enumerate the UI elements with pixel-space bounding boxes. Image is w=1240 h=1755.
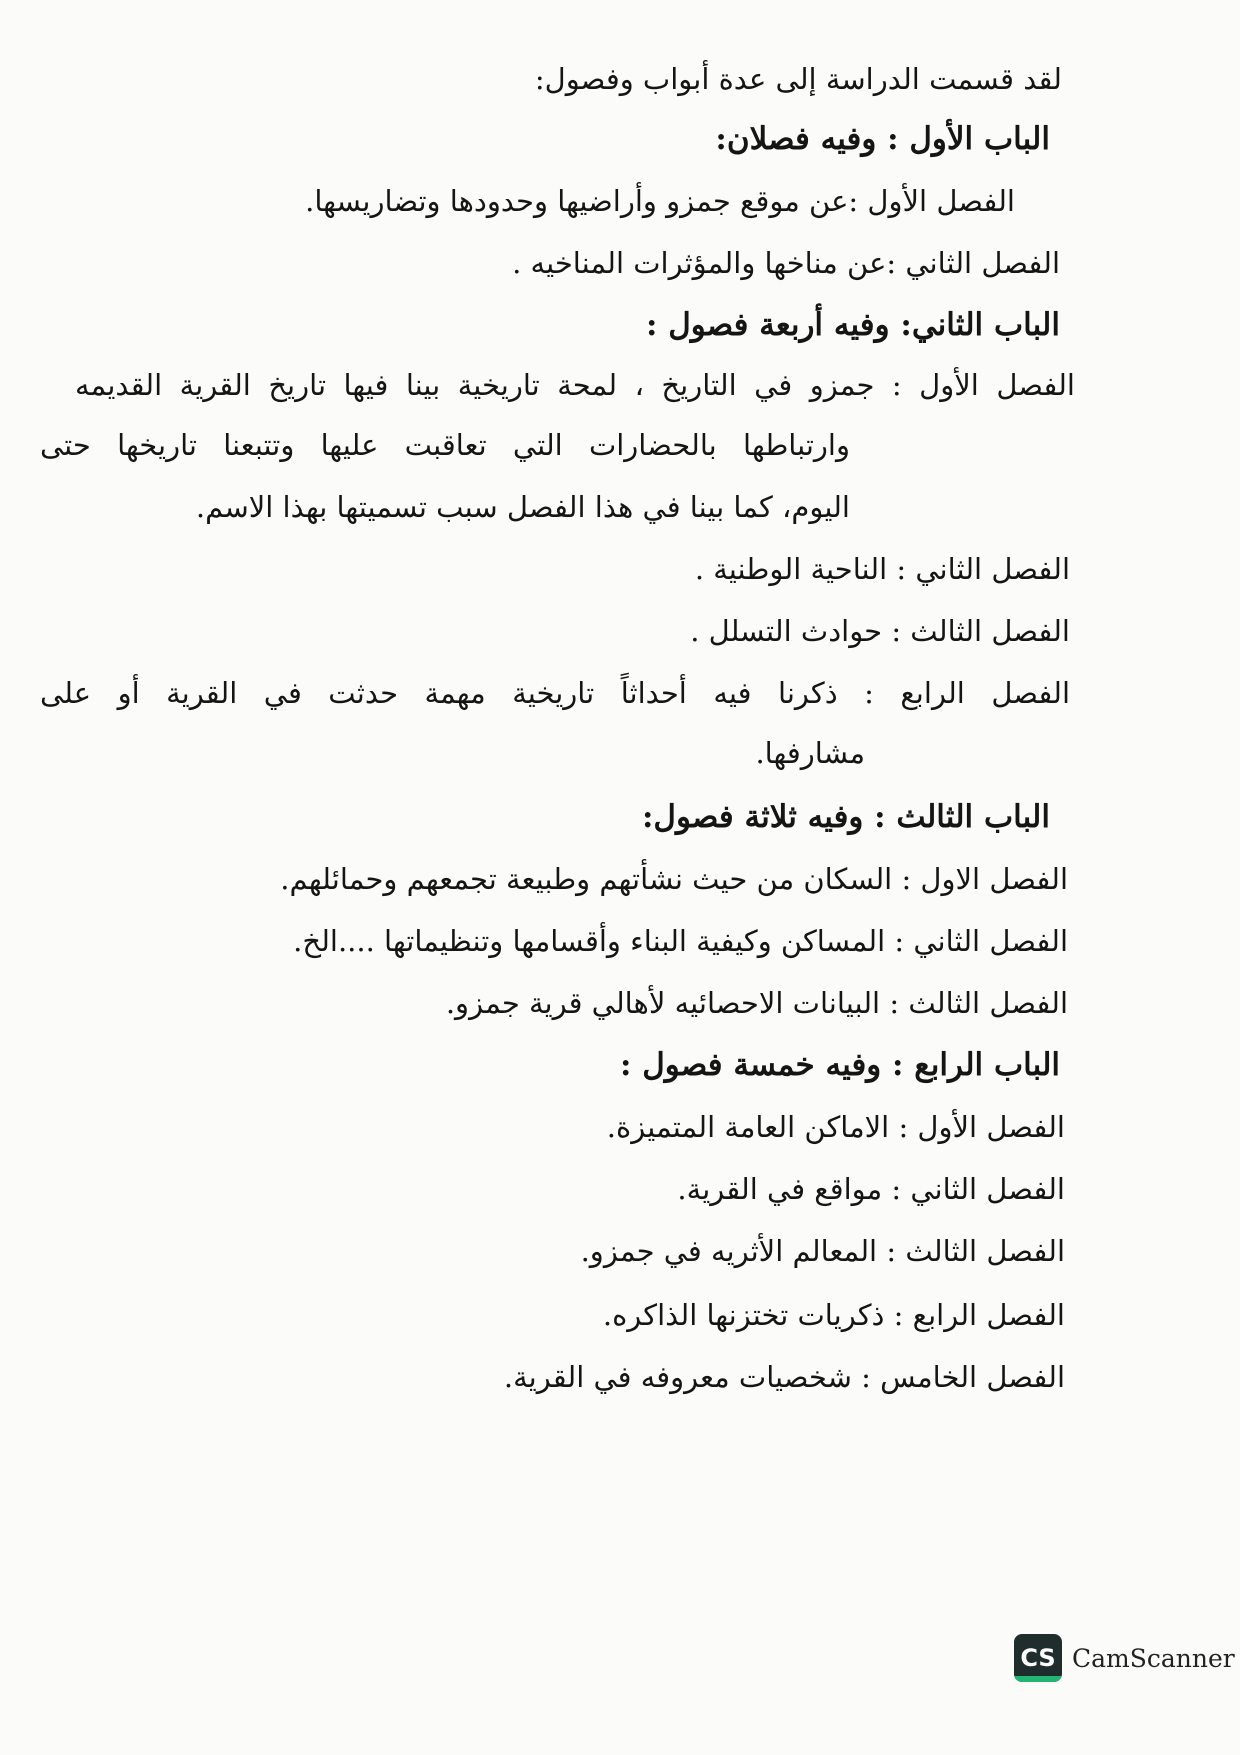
chapter-4-section-5: الفصل الخامس : شخصيات معروفه في القرية. — [503, 1360, 1065, 1394]
chapter-2-section-4: الفصل الرابع : ذكرنا فيه أحداثاً تاريخية مهمة حدثت في القرية أو على — [40, 676, 1070, 710]
chapter-3-section-3: الفصل الثالث : البيانات الاحصائيه لأهالي قرية جمزو. — [445, 986, 1068, 1020]
camscanner-logo-icon: CS — [1014, 1634, 1062, 1682]
chapter-3-heading: الباب الثالث : وفيه ثلاثة فصول: — [641, 799, 1050, 835]
chapter-2-section-1-cont-2: اليوم، كما بينا في هذا الفصل سبب تسميتها بهذا الاسم. — [195, 490, 850, 524]
chapter-4-section-1: الفصل الأول : الاماكن العامة المتميزة. — [606, 1110, 1065, 1144]
chapter-1-section-2: الفصل الثاني :عن مناخها والمؤثرات المناخيه . — [512, 246, 1060, 280]
chapter-4-section-3: الفصل الثالث : المعالم الأثريه في جمزو. — [580, 1234, 1065, 1268]
chapter-2-section-4-cont: مشارفها. — [755, 736, 865, 770]
camscanner-brand-text: CamScanner — [1072, 1643, 1235, 1673]
chapter-4-heading: الباب الرابع : وفيه خمسة فصول : — [620, 1047, 1060, 1083]
chapter-2-section-2: الفصل الثاني : الناحية الوطنية . — [694, 552, 1070, 586]
chapter-3-section-2: الفصل الثاني : المساكن وكيفية البناء وأقسامها وتنظيماتها ....الخ. — [293, 924, 1068, 958]
chapter-4-section-4: الفصل الرابع : ذكريات تختزنها الذاكره. — [602, 1298, 1065, 1332]
chapter-2-heading: الباب الثاني: وفيه أربعة فصول : — [645, 307, 1060, 343]
chapter-2-section-3: الفصل الثالث : حوادث التسلل . — [690, 614, 1070, 648]
chapter-3-section-1: الفصل الاول : السكان من حيث نشأتهم وطبيعة تجمعهم وحمائلهم. — [280, 862, 1068, 896]
chapter-2-section-1-cont-1: وارتباطها بالحضارات التي تعاقبت عليها وتتبعنا تاريخها حتى — [40, 428, 850, 462]
chapter-2-section-1: الفصل الأول : جمزو في التاريخ ، لمحة تاريخية بينا فيها تاريخ القرية القديمه — [75, 368, 1075, 402]
intro-line: لقد قسمت الدراسة إلى عدة أبواب وفصول: — [534, 62, 1062, 96]
chapter-1-heading: الباب الأول : وفيه فصلان: — [715, 121, 1050, 157]
chapter-1-section-1: الفصل الأول :عن موقع جمزو وأراضيها وحدودها وتضاريسها. — [305, 184, 1015, 218]
chapter-4-section-2: الفصل الثاني : مواقع في القرية. — [677, 1172, 1065, 1206]
camscanner-watermark — [1014, 1632, 1235, 1684]
